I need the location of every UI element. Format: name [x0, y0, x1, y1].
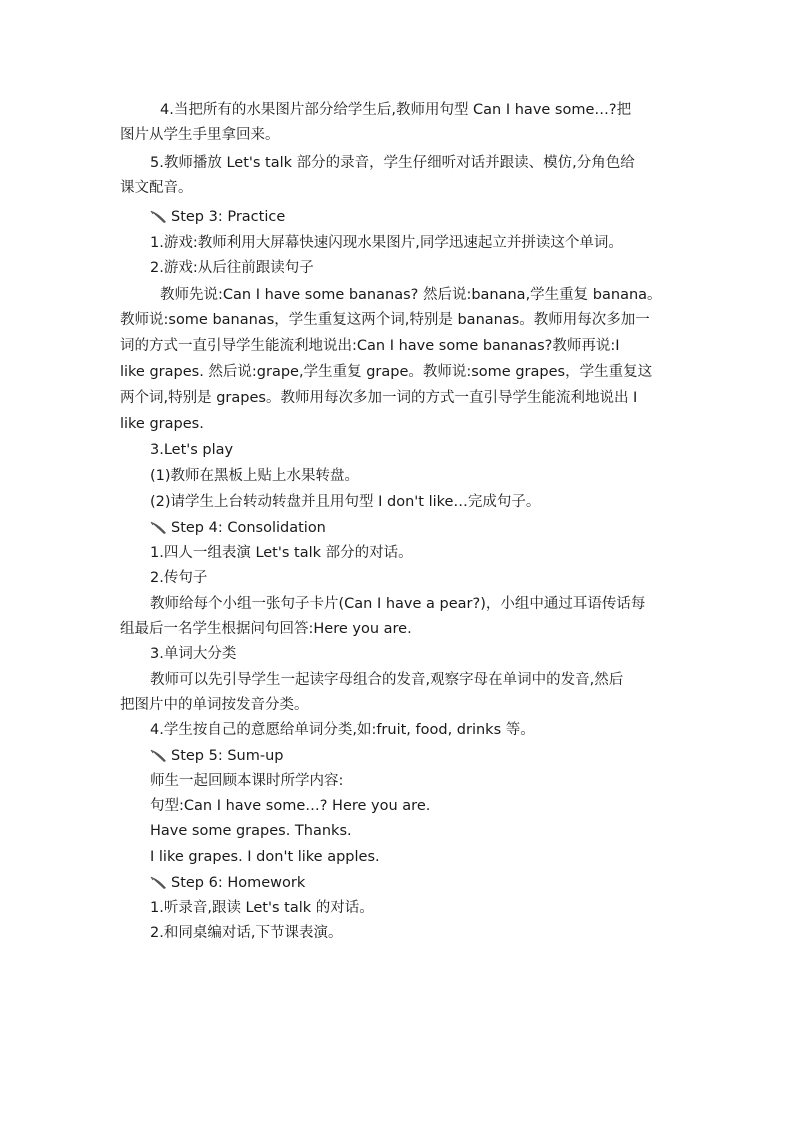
text-line: 3.单词大分类	[150, 646, 237, 662]
text-line: 4.当把所有的水果图片部分给学生后,教师用句型 Can I have some…?把	[160, 102, 632, 118]
text-line: 3.Let's play	[150, 442, 234, 458]
text-line: like grapes.	[120, 416, 204, 432]
step-heading	[150, 873, 305, 893]
text-line: 把图片中的单词按发音分类。	[120, 697, 309, 713]
text-line: 句型:Can I have some…? Here you are.	[150, 798, 431, 814]
step-title: Step 3: Practice	[171, 209, 286, 225]
text-line: I like grapes. I don't like apples.	[150, 849, 380, 865]
step-heading	[150, 518, 326, 538]
step-title: Step 6: Homework	[171, 875, 306, 891]
text-line: 5.教师播放 Let's talk 部分的录音，学生仔细听对话并跟读、模仿,分角色给	[150, 155, 635, 171]
text-line: 2.和同桌编对话,下节课表演。	[150, 925, 343, 941]
text-line: 2.游戏:从后往前跟读句子	[150, 260, 314, 276]
text-line: 图片从学生手里拿回来。	[120, 127, 280, 143]
text-line: 两个词,特别是 grapes。教师用每次多加一词的方式一直引导学生能流利地说出 I	[120, 390, 638, 406]
text-line: (2)请学生上台转动转盘并且用句型 I don't like…完成句子。	[150, 494, 541, 510]
text-line: 教师可以先引导学生一起读字母组合的发音,观察字母在单词中的发音,然后	[150, 672, 624, 688]
step-heading	[150, 207, 285, 227]
pen-nib-icon	[150, 210, 168, 224]
text-line: 课文配音。	[120, 180, 193, 196]
step-heading	[150, 746, 284, 766]
text-line: 词的方式一直引导学生能流利地说出:Can I have some bananas?教师再说:I	[120, 338, 620, 354]
text-line: 2.传句子	[150, 570, 208, 586]
text-line: 教师说:some bananas，学生重复这两个词,特别是 bananas。教师用每次多加一	[120, 312, 650, 328]
text-line: (1)教师在黑板上贴上水果转盘。	[150, 468, 360, 484]
pen-nib-icon	[150, 749, 168, 763]
step-title: Step 5: Sum-up	[171, 748, 284, 764]
pen-nib-icon	[150, 521, 168, 535]
text-line: Have some grapes. Thanks.	[150, 823, 352, 839]
text-line: 1.听录音,跟读 Let's talk 的对话。	[150, 900, 374, 916]
text-line: 师生一起回顾本课时所学内容:	[150, 773, 344, 789]
text-line: 1.四人一组表演 Let's talk 部分的对话。	[150, 545, 413, 561]
text-line: 教师给每个小组一张句子卡片(Can I have a pear?)，小组中通过耳语传话每	[150, 596, 646, 612]
text-line: 组最后一名学生根据问句回答:Here you are.	[120, 621, 412, 637]
text-line: 教师先说:Can I have some bananas? 然后说:banana,学生重复 banana。	[160, 287, 662, 303]
text-line: 4.学生按自己的意愿给单词分类,如:fruit, food, drinks 等。	[150, 722, 535, 738]
text-line: 1.游戏:教师利用大屏幕快速闪现水果图片,同学迅速起立并拼读这个单词。	[150, 235, 623, 251]
text-line: like grapes. 然后说:grape,学生重复 grape。教师说:some grapes，学生重复这	[120, 364, 653, 380]
pen-nib-icon	[150, 876, 168, 890]
step-title: Step 4: Consolidation	[171, 520, 326, 536]
